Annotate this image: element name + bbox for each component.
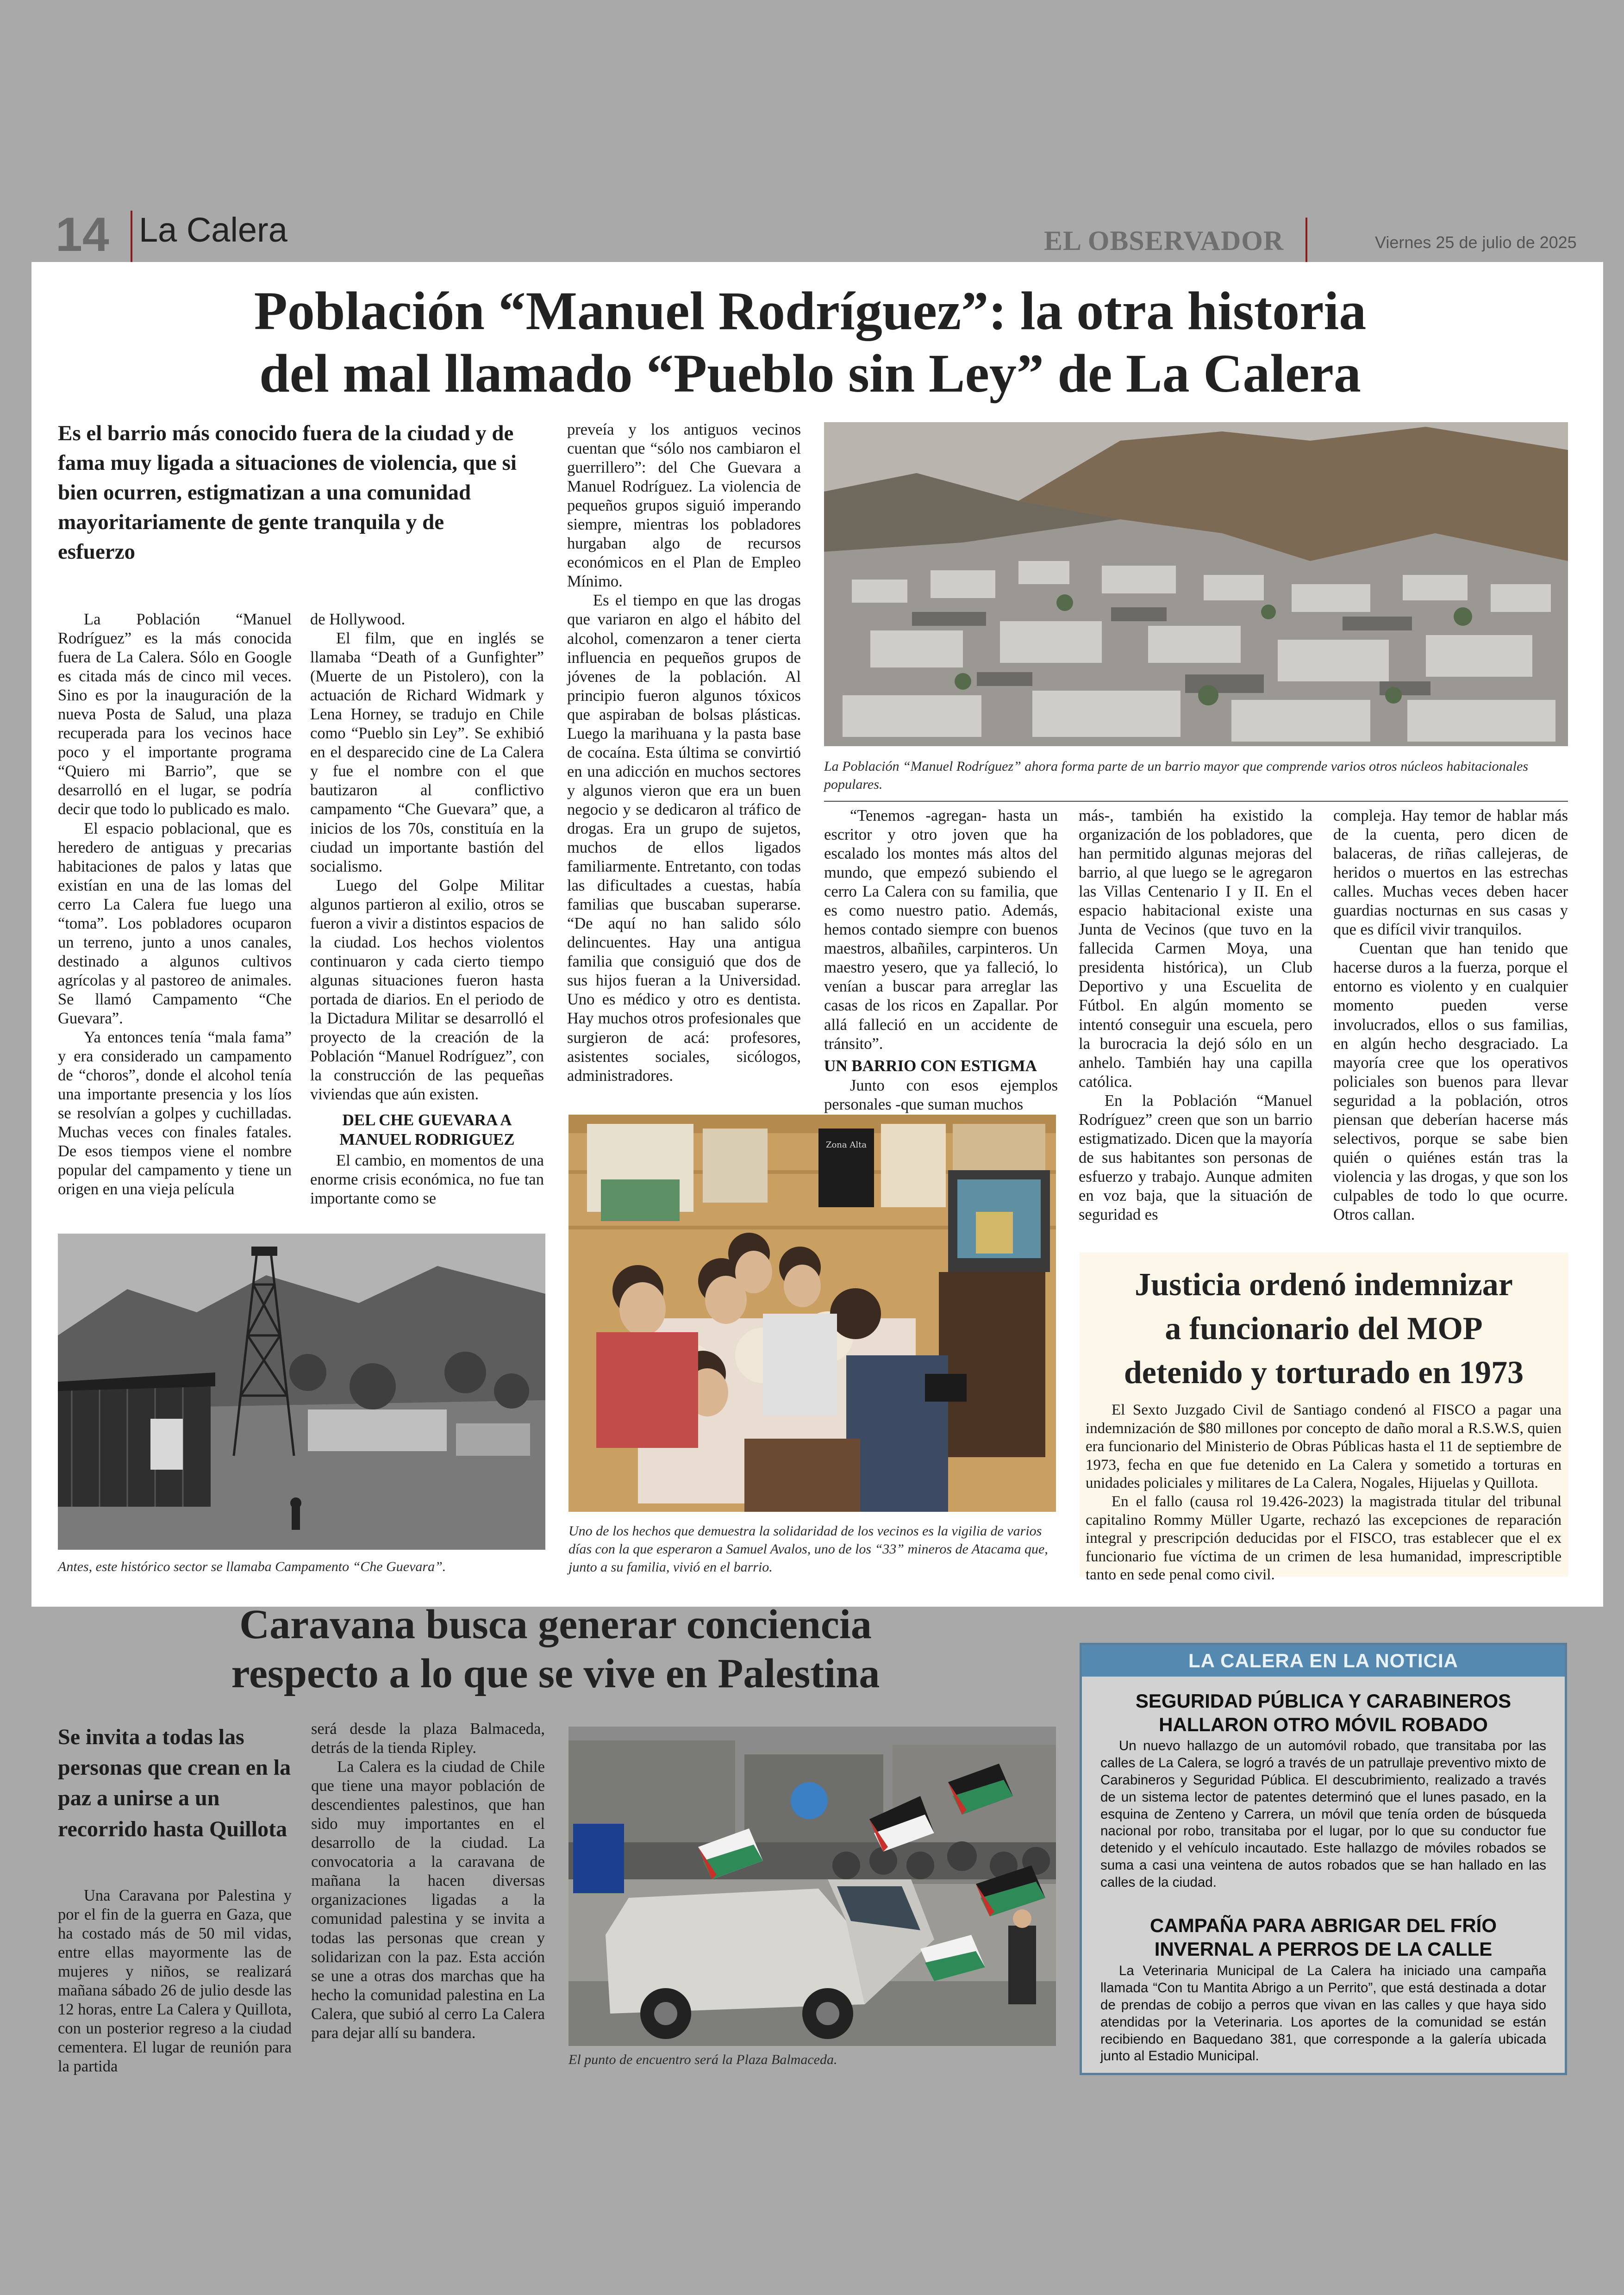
justicia-headline-line1: Justicia ordenó indemnizar bbox=[1135, 1267, 1513, 1303]
justicia-headline-line3: detenido y torturado en 1973 bbox=[1124, 1355, 1524, 1391]
main-lede: Es el barrio más conocido fuera de la ciudad y de fama muy ligada a situaciones de violencia, que si bien ocurren, estigmatizan a una comunidad mayoritariamente de gente tranquila y de esfuerzo bbox=[58, 421, 517, 564]
paragraph: Luego del Golpe Militar algunos partieron al exilio, otros se fueron a vivir a distintos espacios de la ciudad. Los hechos violentos continuaron y cada cierto tiempo algunas situaciones fueron hasta portada de diarios. En el periodo de la Dictadura Militar se desarrolló el proyecto de la creación de la Población “Manuel Rodríguez”, con la construcción de las pequeñas viviendas que aún existen. bbox=[310, 876, 544, 1104]
caravana-headline-line1: Caravana busca generar conciencia bbox=[239, 1602, 872, 1647]
news-item-text bbox=[1100, 1963, 1546, 2065]
justicia-text bbox=[1086, 1401, 1562, 1584]
justicia-headline-line2: a funcionario del MOP bbox=[1165, 1311, 1483, 1347]
subheading: DEL CHE GUEVARA A MANUEL RODRIGUEZ bbox=[339, 1111, 515, 1148]
issue-date: Viernes 25 de julio de 2025 bbox=[1375, 233, 1577, 252]
caravana-photo-caption: El punto de encuentro será la Plaza Balmaceda. bbox=[568, 2052, 837, 2067]
news-item-text bbox=[1100, 1738, 1546, 1891]
paragraph: En la Población “Manuel Rodríguez” creen que son un barrio estigmatizado. Dicen que la mayoría de sus habitantes son personas de esfuerzo y trabajo. Aunque admiten en voz baja, que la situación de seguridad es bbox=[1079, 1091, 1312, 1223]
main-headline-line2: del mal llamado “Pueblo sin Ley” de La Calera bbox=[259, 343, 1361, 404]
caravana-photo bbox=[568, 1727, 1056, 2046]
paragraph: Ya entonces tenía “mala fama” y era considerado un campamento de “choros”, donde el alcohol tenía una importante presencia y los líos se resolvían a golpes y cuchilladas. Muchas veces con finales fatales. De esos tiempos viene el nombre popular del campamento y tiene un origen en una vieja película bbox=[58, 1029, 292, 1198]
article-column-1 bbox=[58, 610, 292, 1199]
main-headline bbox=[139, 280, 1481, 405]
historic-photo bbox=[58, 1234, 545, 1550]
caption-rule bbox=[824, 801, 1568, 802]
caravana-lede: Se invita a todas las personas que crean en la paz a unirse a un recorrido hasta Quillota bbox=[58, 1725, 291, 1841]
paragraph: “Tenemos -agregan- hasta un escritor y otro joven que ha escalado los montes más altos del mundo, que empezó subiendo el cerro La Calera con su familia, que es como nuestro patio. Además, hemos contado siempre con buenos maestros, albañiles, carpinteros. Un maestro yesero, que ya falleció, lo venían a buscar para arreglar las casas de los ricos en Zapallar. Por allá falleció en un accidente de tránsito”. bbox=[824, 807, 1058, 1053]
paragraph: En el fallo (causa rol 19.426-2023) la magistrada titular del tribunal capitalino Rommy Müller Ugarte, rechazó las excepciones de reparación integral y prescripción deducidas por el FISCO, tras establecer que el ex funcionario fue víctima de un crimen de lesa humanidad, imprescriptible tanto en sede penal como civil. bbox=[1086, 1493, 1562, 1584]
paragraph: El cambio, en momentos de una enorme crisis económica, no fue tan importante como se bbox=[310, 1151, 544, 1207]
paragraph: La Calera es la ciudad de Chile que tiene una mayor población de descendientes palestinos, que han sido muy importantes en el desarrollo de la ciudad. La convocatoria a la caravana de mañana la hacen diversas organizaciones ligadas a la comunidad palestina y se invita a todas las personas que crean y solidarizan con la paz. Esta acción se une a otras dos marchas que ha hecho la comunidad palestina en La Calera, que subió al cerro La Calera para dejar allí su bandera. bbox=[311, 1758, 545, 2042]
paragraph: El Sexto Juzgado Civil de Santiago condenó al FISCO a pagar una indemnización de $80 millones por concepto de daño moral a R.S.W.S, quien era funcionario del Ministerio de Obras Públicas hasta el 11 de septiembre de 1973, fecha en que fue detenido en La Calera y sometido a torturas en unidades policiales y militares de La Calera, Nogales, Hijuelas y Quillota. bbox=[1086, 1402, 1562, 1492]
aerial-photo bbox=[824, 422, 1568, 746]
paragraph: Un nuevo hallazgo de un automóvil robado, que transitaba por las calles de La Calera, se logró a través de un patrullaje preventivo mixto de Carabineros y Seguridad Pública. El descubrimiento, realizado a través de un sistema lector de patentes determinó que el lunes pasado, en la esquina de Zenteno y Carrera, un móvil que tenía orden de búsqueda nacional por robo, transitaba por el lugar, por lo que su conductor fue detenido y el vehículo incautado. Este hallazgo de móviles robados se suma a casi una veintena de autos robados que se han hallado en las calles de la ciudad. bbox=[1100, 1738, 1546, 1890]
poster-text: Zona Alta bbox=[825, 1140, 867, 1150]
paragraph: El film, que en inglés se llamaba “Death of a Gunfighter” (Muerte de un Pistolero), con la actuación de Richard Widmark y Lena Horney, se tradujo en Chile como “Pueblo sin Ley”. Se exhibió en el desparecido cine de La Calera y fue el nombre con el que bautizaron al conflictivo campamento “Che Guevara” que, a inicios de los 70s, constituía en la ciudad un importante bastión del socialismo. bbox=[310, 630, 544, 875]
paragraph: compleja. Hay temor de hablar más de la cuenta, pero dicen de balaceras, de riñas callejeras, de heridos o muertos en las estrechas calles. Muchas veces deben hacer guardias nocturnas en sus casas y que es difícil vivir tranquilos. bbox=[1333, 807, 1568, 939]
paragraph: Junto con esos ejemplos personales -que suman muchos bbox=[824, 1077, 1058, 1114]
article-column-4 bbox=[824, 806, 1058, 1114]
article-column-2 bbox=[310, 610, 544, 1208]
article-column-6 bbox=[1333, 806, 1568, 1224]
paragraph: La Veterinaria Municipal de La Calera ha iniciado una campaña llamada “Con tu Mantita Abrigo a un Perrito”, que está destinada a dotar de prendas de cobijo a perros que vivan en las calles y que haya sido atendidas por la Veterinaria. Los aportes de la comunidad se están recibiendo en Baquedano 381, que corresponde a la galería ubicada junto al Estadio Municipal. bbox=[1100, 1963, 1546, 2064]
caravana-headline-line2: respecto a lo que se vive en Palestina bbox=[231, 1651, 880, 1697]
newspaper-name: EL OBSERVADOR bbox=[1044, 225, 1284, 256]
caravana-column-2 bbox=[311, 1720, 545, 2043]
news-item-title: SEGURIDAD PÚBLICA Y CARABINEROS HALLARON OTRO MÓVIL ROBADO bbox=[1135, 1690, 1512, 1736]
page-number: 14 bbox=[56, 208, 109, 262]
paragraph: Una Caravana por Palestina y por el fin de la guerra en Gaza, que ha costado más de 50 mil vidas, entre ellas mayormente las de mujeres y niños, se realizará mañana sábado 26 de julio desde las 12 horas, entre La Calera y Quillota, con un posterior regreso a la ciudad cementera. El lugar de reunión para la partida bbox=[58, 1887, 292, 2076]
news-box bbox=[1080, 1643, 1567, 2075]
vigil-photo bbox=[568, 1115, 1056, 1512]
article-column-3 bbox=[567, 420, 801, 1085]
caravana-column-1 bbox=[58, 1886, 292, 2076]
justicia-headline bbox=[1080, 1263, 1568, 1395]
paragraph: Cuentan que han tenido que hacerse duros a la fuerza, porque el entorno es violento y en cualquier momento pueden verse involucrados, ellos o sus familias, en algún hecho desgraciado. La mayoría cree que los operativos policiales son buenos para llevar seguridad a la población, otros piensan que deberían hacerse más selectivos, porque se sabe bien quién o quiénes están tras la violencia y las drogas, y que son los culpables de todo lo que ocurre. Otros callan. bbox=[1333, 940, 1568, 1223]
section-name: La Calera bbox=[139, 211, 287, 249]
paragraph: preveía y los antiguos vecinos cuentan que “sólo nos cambiaron el guerrillero”: del Che Guevara a Manuel Rodríguez. La violencia de pequeños grupos siguió imperando siempre, mientras los pobladores hurgaban algo de recursos económicos en el Plan de Empleo Mínimo. bbox=[567, 421, 801, 591]
paragraph: más-, también ha existido la organización de los pobladores, que han permitido algunas mejoras del barrio, al que luego se le agregaron las Villas Centenario I y II. En el espacio habitacional existe una Junta de Vecinos (que tuvo en la fallecida Carmen Moya, una presidenta histórica), un Club Deportivo y una Escuelita de Fútbol. En algún momento se intentó conseguir una escuela, pero la burocracia la dejó sólo en un anhelo. También hay una capilla católica. bbox=[1079, 807, 1312, 1091]
subheading: UN BARRIO CON ESTIGMA bbox=[824, 1056, 1037, 1075]
paragraph: de Hollywood. bbox=[310, 611, 406, 628]
aerial-photo-caption: La Población “Manuel Rodríguez” ahora forma parte de un barrio mayor que comprende varios otros núcleos habitacionales populares. bbox=[824, 759, 1529, 792]
historic-photo-caption: Antes, este histórico sector se llamaba Campamento “Che Guevara”. bbox=[58, 1559, 446, 1574]
header-divider bbox=[1305, 218, 1307, 262]
paragraph: será desde la plaza Balmaceda, detrás de la tienda Ripley. bbox=[311, 1720, 545, 1757]
header-divider bbox=[131, 211, 132, 262]
article-column-5 bbox=[1079, 806, 1312, 1224]
main-headline-line1: Población “Manuel Rodríguez”: la otra historia bbox=[254, 281, 1367, 341]
news-item-title: CAMPAÑA PARA ABRIGAR DEL FRÍO INVERNAL A PERROS DE LA CALLE bbox=[1150, 1915, 1497, 1960]
news-box-title: LA CALERA EN LA NOTICIA bbox=[1082, 1645, 1565, 1677]
paragraph: El espacio poblacional, que es heredero de antiguas y precarias habitaciones de palos y latas que existían en una de las lomas del cerro La Calera fue luego una “toma”. Los pobladores ocuparon un terreno, junto a unos canales, destinado a algunos cultivos agrícolas y al pastoreo de animales. Se llamó Campamento “Che Guevara”. bbox=[58, 819, 292, 1027]
paragraph: Es el tiempo en que las drogas que variaron en algo el hábito del alcohol, comenzaron a tener cierta influencia en pequeños grupos de jóvenes de la población. Al principio fueron algunos tóxicos que aspiraban de bolsas plásticas. Luego la marihuana y la pasta base de cocaína. Esta última se convirtió en una adicción en muchos sectores y algunos vieron que era un buen negocio y se dedicaron al tráfico de drogas. Era un grupo de sujetos, muchos de ellos ligados familiarmente. Entretanto, con todas las dificultades a cuestas, había familias que buscaban superarse. “De aquí no han salido sólo delincuentes. Hay una antigua familia que consiguió que dos de sus hijos fueran a la Universidad. Uno es médico y otro es dentista. Hay muchos otros profesionales que surgieron de acá: profesores, asistentes sociales, sicólogos, administradores. bbox=[567, 592, 801, 1085]
paragraph: La Población “Manuel Rodríguez” es la más conocida fuera de La Calera. Sólo en Google es citada más de cinco mil veces. Sino es por la inauguración de la nueva Posta de Salud, una plaza recuperada para los vecinos hace poco y el importante programa “Quiero mi Barrio”, que se desarrolló en el lugar, se podría decir que todo lo publicado es malo. bbox=[58, 611, 292, 818]
vigil-photo-caption: Uno de los hechos que demuestra la solidaridad de los vecinos es la vigilia de varios días con la que esperaron a Samuel Avalos, uno de los “33” mineros de Atacama que, junto a su familia, vivió en el barrio. bbox=[568, 1523, 1048, 1575]
caravana-headline bbox=[139, 1600, 972, 1698]
